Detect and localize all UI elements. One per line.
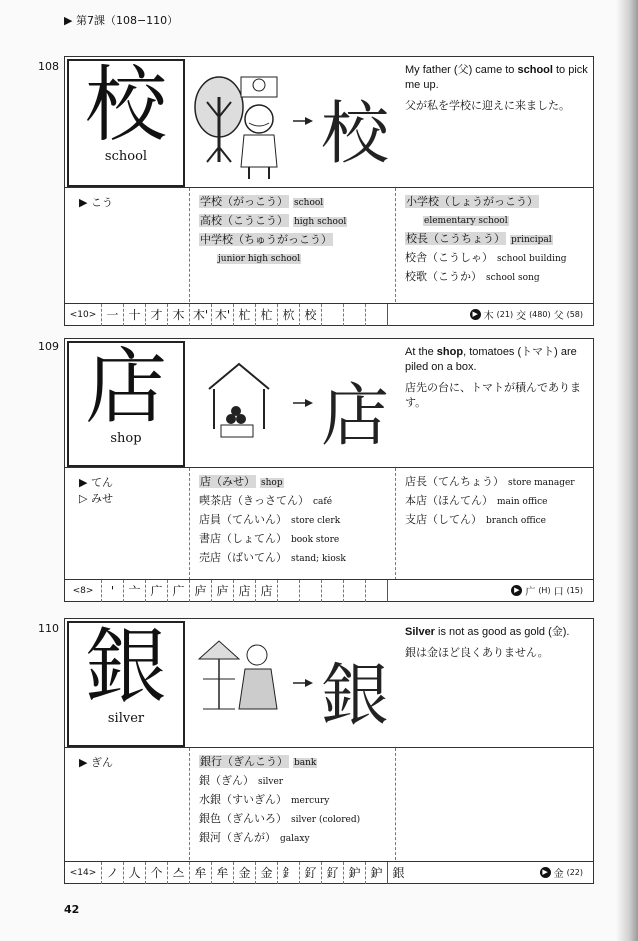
readings bbox=[79, 195, 113, 211]
example-sentence bbox=[405, 625, 590, 661]
kanji-box bbox=[67, 621, 185, 747]
stroke-count: <10> bbox=[69, 309, 97, 320]
entry-number: 109 bbox=[38, 340, 59, 353]
kanji-box bbox=[67, 341, 185, 467]
related-kanji: ▶ 广 (H) 口 (15) bbox=[511, 583, 583, 598]
related-kanji: ▶ 木 (21) 交 (480) 父 (58) bbox=[470, 307, 583, 322]
kanji-box bbox=[67, 59, 185, 187]
kanji-meaning: school bbox=[104, 149, 148, 164]
sentence-en: At the shop, tomatoes (トマト) are piled on a box. bbox=[405, 346, 577, 373]
stroke-order-row: <8> ' 亠 广 广 庐 庐 店 店 ▶ 广 (H) 口 (15) bbox=[65, 579, 593, 601]
sentence-en: My father (父) came to school to pick me up. bbox=[405, 64, 588, 91]
page-header: ▶ 第7課（108−110） bbox=[64, 14, 179, 27]
readings bbox=[79, 475, 113, 507]
vocab-list-left: 銀行（ぎんこう） bank 銀（ぎん） silver 水銀（すいぎん） mercury 銀色（ぎんいろ） silver (colored) 銀河（ぎんが） galaxy bbox=[199, 755, 361, 844]
example-sentence bbox=[405, 345, 590, 411]
readings bbox=[79, 755, 113, 771]
entry-number: 110 bbox=[38, 622, 59, 635]
stylized-kanji: 銀 bbox=[321, 657, 390, 736]
kanji-character: 銀 bbox=[84, 620, 167, 715]
related-kanji: ▶ 金 (22) bbox=[540, 865, 583, 880]
vocab-list-left: 店（みせ） shop 喫茶店（きっさてん） café 店員（てんいん） store clerk 書店（しょてん） book store 売店（ばいてん） stand; kiosk bbox=[199, 475, 346, 564]
reading-on: ▶ こう bbox=[79, 196, 113, 209]
mnemonic-picture bbox=[189, 57, 399, 185]
stroke-order-row: <10> 一 十 才 木 木' 木' 杧 杧 柼 校 ▶ 木 (21) 交 (480) 父 (58) bbox=[65, 303, 593, 325]
reading-on: ▶ ぎん bbox=[79, 756, 113, 769]
sentence-ja: 父が私を学校に迎えに来ました。 bbox=[405, 100, 570, 112]
kanji-character: 校 bbox=[84, 58, 167, 153]
stroke-order-row: <14> ノ 人 个 스 牟 牟 金 金 釒 釕 釕 鈩 鈩 銀 ▶ 金 (22) bbox=[65, 861, 593, 883]
vocab-list-left: 学校（がっこう） school 高校（こうこう） high school 中学校（ちゅうがっこう） junior high school bbox=[200, 195, 347, 264]
page-edge-shadow bbox=[616, 0, 638, 941]
example-sentence bbox=[405, 63, 590, 114]
stroke-count: <8> bbox=[72, 585, 94, 596]
vocab-list-right: 小学校（しょうがっこう） elementary school 校長（こうちょう） principal 校舎（こうしゃ） school building 校歌（こうか） school song bbox=[405, 195, 567, 283]
kanji-meaning: silver bbox=[107, 711, 145, 726]
sentence-ja: 店先の台に、トマトが積んであります。 bbox=[405, 382, 581, 409]
kanji-entry-110 bbox=[64, 618, 594, 884]
mnemonic-picture bbox=[189, 619, 399, 745]
sentence-ja: 銀は金ほど良くありません。 bbox=[405, 647, 549, 659]
kanji-meaning: shop bbox=[110, 431, 142, 446]
play-icon: ▶ bbox=[540, 867, 551, 878]
reading-on: ▶ てん bbox=[79, 476, 113, 489]
kanji-entry-109 bbox=[64, 338, 594, 602]
stroke-count: <14> bbox=[69, 867, 97, 878]
kanji-entry-108 bbox=[64, 56, 594, 326]
mnemonic-picture bbox=[189, 339, 399, 465]
reading-kun: ▷ みせ bbox=[79, 492, 113, 505]
stylized-kanji: 店 bbox=[321, 377, 390, 456]
play-icon: ▶ bbox=[511, 585, 522, 596]
entry-number: 108 bbox=[38, 60, 59, 73]
sentence-en: Silver is not as good as gold (金). bbox=[405, 626, 570, 638]
kanji-character: 店 bbox=[84, 340, 167, 435]
vocab-list-right: 店長（てんちょう） store manager 本店（ほんてん） main office 支店（してん） branch office bbox=[405, 475, 575, 526]
play-icon: ▶ bbox=[470, 309, 481, 320]
page-number: 42 bbox=[64, 903, 80, 916]
stylized-kanji: 校 bbox=[321, 95, 390, 174]
